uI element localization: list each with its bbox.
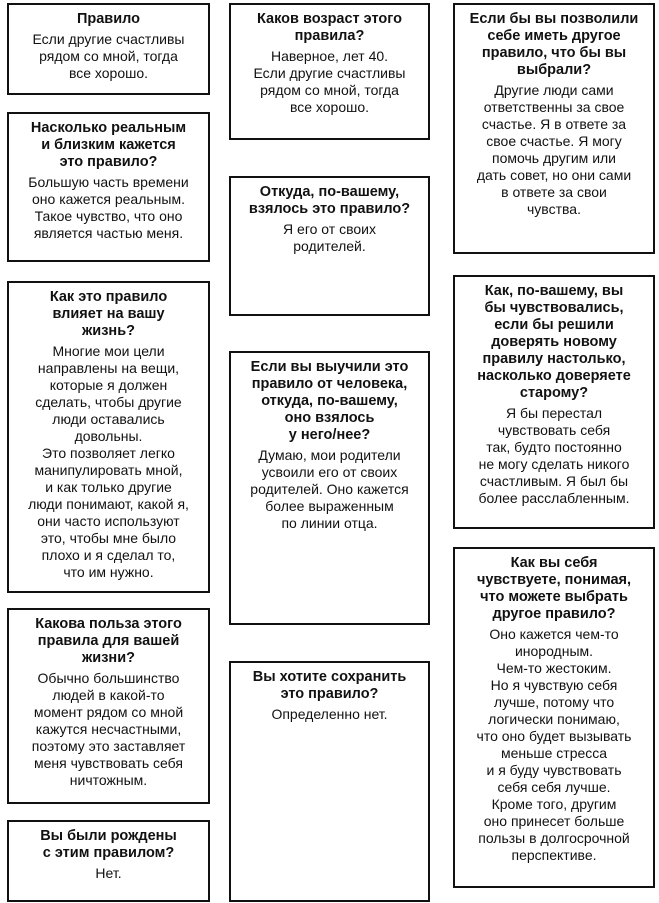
- card-answer: Я его от своих родителей.: [283, 221, 376, 254]
- card-answer: Я бы перестал чувствовать себя так, будто постоянно не могу сделать никого счастливым. Я был бы более расслабленным.: [478, 405, 630, 506]
- card-answer: Оно кажется чем-то инородным. Чем-то жестоким. Но я чувствую себя лучше, потому что логически понимаю, что оно будет вызывать меньше стресса и я буду чувствовать себя себя лучше. Кроме того, другим оно принесет больше пользы в долгосрочной перспективе.: [476, 626, 632, 863]
- card-trust-new-rule: [453, 275, 655, 529]
- card-question: Насколько реальным и близким кажется это правило?: [30, 120, 187, 170]
- card-question: Вы были рождены с этим правилом?: [40, 828, 177, 861]
- card-question: Как это правило влияет на вашу жизнь?: [49, 289, 168, 339]
- card-answer: Нет.: [95, 865, 122, 881]
- card-answer: Думаю, мои родители усвоили его от своих родителей. Оно кажется более выраженным по линии отца.: [250, 447, 409, 531]
- card-question: Если вы выучили это правило от человека, откуда, по-вашему, оно взялось у него/нее?: [250, 359, 409, 443]
- card-answer: Другие люди сами ответственны за свое счастье. Я в ответе за свое счастье. Я могу помочь другим или дать совет, но они сами в ответе за свои чувства.: [476, 82, 632, 217]
- card-answer: Определенно нет.: [271, 706, 388, 722]
- card-answer: Многие мои цели направлены на вещи, которые я должен сделать, чтобы другие люди оставались довольны. Это позволяет легко манипулировать мной, и как только другие люди понимают, какой я, они часто используют это, чтобы мне было плохо и я сделал то, что им нужно.: [28, 343, 189, 580]
- card-question: Какова польза этого правила для вашей жизни?: [35, 616, 182, 666]
- card-benefit: [7, 608, 210, 804]
- card-learned-from: [229, 351, 430, 625]
- card-rule: [7, 3, 210, 95]
- card-question: Откуда, по-вашему, взялось это правило?: [248, 184, 411, 217]
- card-keep-rule: [229, 661, 430, 902]
- card-question: Если бы вы позволили себе иметь другое правило, что бы вы выбрали?: [469, 11, 639, 78]
- card-question: Правило: [76, 11, 141, 27]
- card-question: Как вы себя чувствуете, понимая, что можете выбрать другое правило?: [476, 555, 632, 622]
- card-answer: Большую часть времени оно кажется реальным. Такое чувство, что оно является частью меня.: [28, 174, 189, 241]
- card-rule-age: [229, 3, 430, 140]
- card-rule-origin: [229, 176, 430, 316]
- card-realness: [7, 112, 210, 262]
- card-alternative-rule: [453, 3, 655, 254]
- card-feeling-choice: [453, 547, 655, 888]
- card-question: Как, по-вашему, вы бы чувствовались, если бы решили доверять новому правилу настолько, насколько доверяете старому?: [477, 283, 631, 401]
- card-question: Вы хотите сохранить это правило?: [252, 669, 407, 702]
- card-question: Каков возраст этого правила?: [257, 11, 402, 44]
- card-life-impact: [7, 281, 210, 593]
- card-answer: Если другие счастливы рядом со мной, тогда все хорошо.: [32, 31, 185, 81]
- card-answer: Наверное, лет 40. Если другие счастливы рядом со мной, тогда все хорошо.: [253, 48, 406, 115]
- card-answer: Обычно большинство людей в какой-то момент рядом со мной кажутся несчастными, поэтому это заставляет меня чувствовать себя ничтожным.: [31, 670, 186, 788]
- card-born-with: [7, 820, 210, 902]
